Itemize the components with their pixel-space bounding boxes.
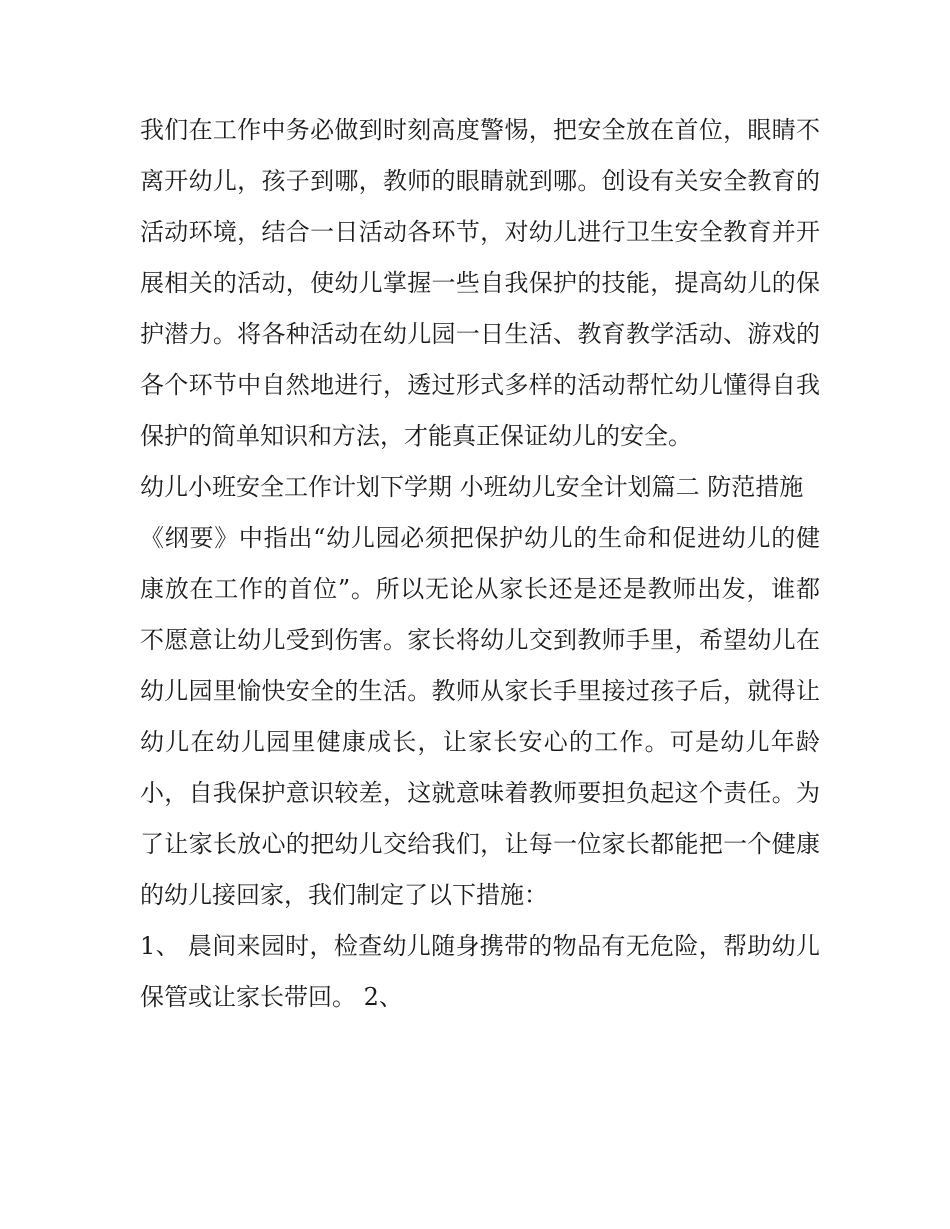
document-body	[140, 105, 820, 1023]
paragraph-preventive-measures: 《纲要》中指出“幼儿园必须把保护幼儿的生命和促进幼儿的健康放在工作的首位”。所以无论从家长还是还是教师出发，谁都不愿意让幼儿受到伤害。家长将幼儿交到教师手里，希望幼儿在幼儿园里愉快安全的生活。教师从家长手里接过孩子后，就得让幼儿在幼儿园里健康成长，让家长安心的工作。可是幼儿年龄小，自我保护意识较差，这就意味着教师要担负起这个责任。为了让家长放心的把幼儿交给我们，让每一位家长都能把一个健康的幼儿接回家，我们制定了以下措施：	[140, 524, 820, 909]
paragraph-safety-education: 我们在工作中务必做到时刻高度警惕，把安全放在首位，眼睛不离开幼儿，孩子到哪，教师的眼睛就到哪。创设有关安全教育的活动环境，结合一日活动各环节，对幼儿进行卫生安全教育并开展相关的活动，使幼儿掌握一些自我保护的技能，提高幼儿的保护潜力。将各种活动在幼儿园一日生活、教育教学活动、游戏的各个环节中自然地进行，透过形式多样的活动帮忙幼儿懂得自我保护的简单知识和方法，才能真正保证幼儿的安全。	[140, 116, 820, 450]
list-item-measure-1: 1、 晨间来园时，检查幼儿随身携带的物品有无危险，帮助幼儿保管或让家长带回。 2、	[140, 932, 820, 1011]
section-heading: 幼儿小班安全工作计划下学期 小班幼儿安全计划篇二 防范措施	[140, 473, 804, 501]
